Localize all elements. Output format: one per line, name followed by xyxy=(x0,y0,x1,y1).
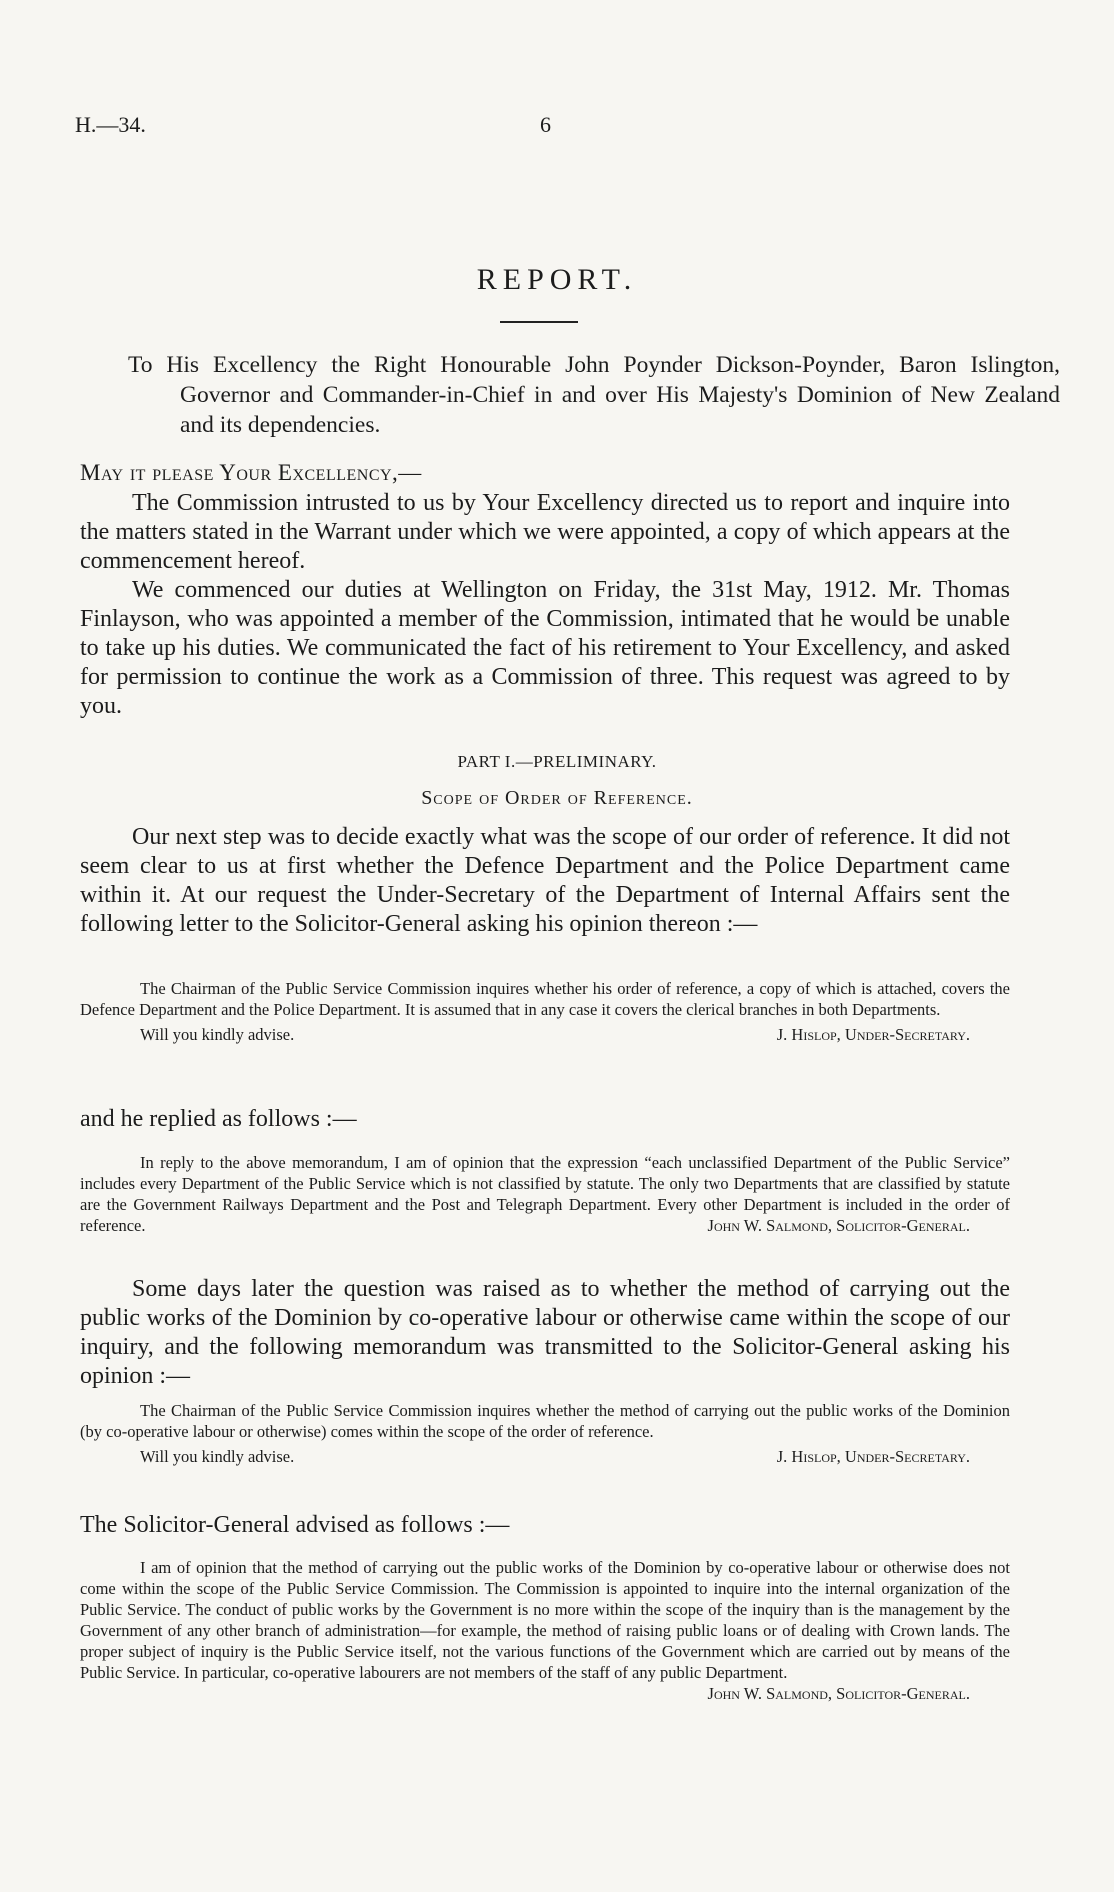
reply-2-text: I am of opinion that the method of carrying out the public works of the Dominion by co-operative labour or otherwise does not come within the scope of the Public Service Commission. The Commission is appointed to inquire into the internal organization of the Public Service. The conduct of public works by the Government is no more within the scope of the inquiry than is the management by the Government of any other branch of administration—for example, the method of raising public loans or of dealing with Crown lands. The proper subject of inquiry is the Public Service itself, not the various functions of the Government which are carried out by means of the Public Service. In particular, co-operative labourers are not members of the staff of any public Department. xyxy=(80,1558,1010,1682)
reply-2 xyxy=(80,1557,1010,1704)
advice-lead: The Solicitor-General advised as follows :— xyxy=(80,1512,510,1538)
reply-2-signature: John W. Salmond, Solicitor-General. xyxy=(707,1684,970,1703)
letter-1-closing: Will you kindly advise. xyxy=(140,1025,295,1044)
intro-paragraph-1: The Commission intrusted to us by Your Excellency directed us to report and inquire into the matters stated in the Warrant under which we were appointed, a copy of which appears at the commencement hereof. xyxy=(80,490,1010,574)
reply-1-signature: John W. Salmond, Solicitor-General. xyxy=(707,1216,970,1235)
intro-section xyxy=(80,489,1010,721)
title-rule xyxy=(500,321,578,323)
later-section xyxy=(80,1275,1010,1391)
letter-1-signature: J. Hislop, Under-Secretary. xyxy=(776,1025,970,1044)
letter-2-signature: J. Hislop, Under-Secretary. xyxy=(776,1447,970,1466)
intro-paragraph-2: We commenced our duties at Wellington on Friday, the 31st May, 1912. Mr. Thomas Finlayson, who was appointed a member of the Commission, intimated that he would be unable to take up his duties. We communicated the fact of his retirement to Your Excellency, and asked for permission to continue the work as a Commission of three. This request was agreed to by you. xyxy=(80,577,1010,719)
later-paragraph: Some days later the question was raised as to whether the method of carrying out the public works of the Dominion by co-operative labour or otherwise came within the scope of our inquiry, and the following memorandum was transmitted to the Solicitor-General asking his opinion :— xyxy=(80,1276,1010,1389)
document-reference: H.—34. xyxy=(75,112,146,137)
letter-1-signoff xyxy=(80,1022,1010,1046)
salutation: May it please Your Excellency,— xyxy=(80,460,422,485)
letter-2-text: The Chairman of the Public Service Commission inquires whether the method of carrying out the public works of the Dominion (by co-operative labour or otherwise) comes within the scope of the order of reference. xyxy=(80,1401,1010,1441)
addressee: To His Excellency the Right Honourable John Poynder Dickson-Poynder, Baron Islington, Governor and Commander-in-Chief in and over His Majesty's Dominion of New Zealand and its dependencies. xyxy=(128,352,1060,438)
page-header xyxy=(75,112,1039,142)
reply-lead: and he replied as follows :— xyxy=(80,1106,357,1132)
letter-1-text: The Chairman of the Public Service Commission inquires whether his order of reference, a copy of which is attached, covers the Defence Department and the Police Department. It is assumed that in any case it covers the clerical branches in both Departments. xyxy=(80,979,1010,1019)
reply-1-text: In reply to the above memorandum, I am of opinion that the expression “each unclassified Department of the Public Service” includes every Department of the Public Service which is not classified by statute. The only two Departments that are classified by statute are the Government Railways Department and the Post and Telegraph Department. Every other Department is included in the order of reference. xyxy=(80,1153,1010,1235)
page-number: 6 xyxy=(540,112,551,137)
reply-1 xyxy=(80,1152,1010,1236)
part-heading: PART I.—PRELIMINARY. xyxy=(457,752,657,771)
reply-2-body xyxy=(80,1557,1010,1703)
scope-paragraph: Our next step was to decide exactly what was the scope of our order of reference. It did not seem clear to us at first whether the Defence Department and the Police Department came within it. At our request the Under-Secretary of the Department of Internal Affairs sent the following letter to the Solicitor-General asking his opinion thereon :— xyxy=(80,824,1010,937)
letter-2-signoff xyxy=(80,1444,1010,1468)
scope-section xyxy=(80,823,1010,939)
letter-2-closing: Will you kindly advise. xyxy=(140,1447,295,1466)
report-title: REPORT. xyxy=(476,263,638,296)
reply-1-body xyxy=(80,1152,1010,1236)
letter-2 xyxy=(80,1400,1010,1468)
scope-heading: Scope of Order of Reference. xyxy=(421,787,693,809)
letter-1 xyxy=(80,978,1010,1046)
